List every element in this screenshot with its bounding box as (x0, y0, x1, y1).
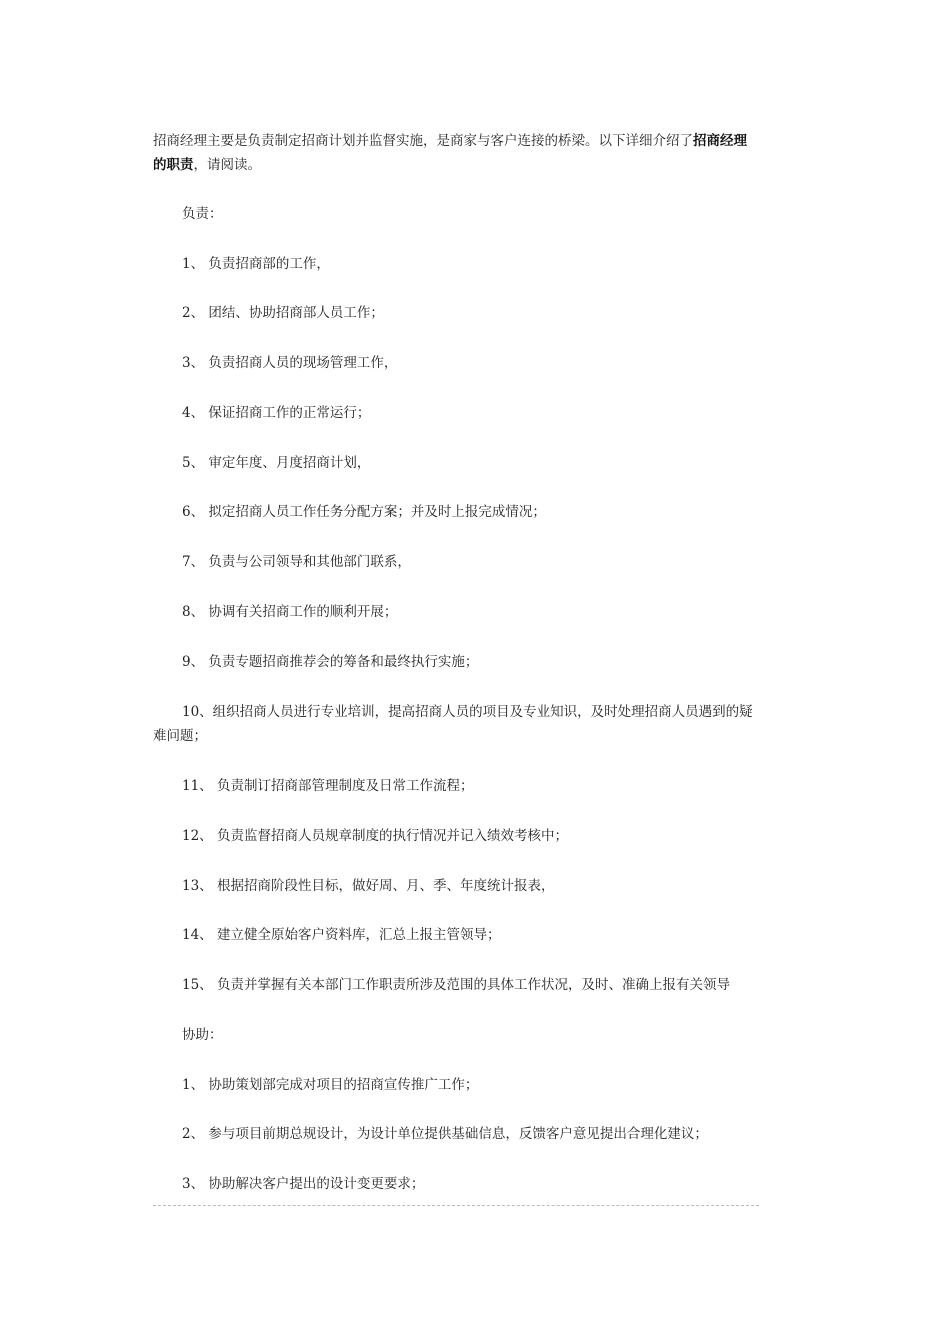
list-item: 14、 建立健全原始客户资料库，汇总上报主管领导； (182, 927, 501, 943)
list-item: 4、 保证招商工作的正常运行； (182, 405, 371, 421)
list-item: 9、 负责专题招商推荐会的筹备和最终执行实施； (182, 654, 479, 670)
list-item: 1、 协助策划部完成对项目的招商宣传推广工作； (182, 1077, 479, 1093)
list-item: 8、 协调有关招商工作的顺利开展； (182, 604, 398, 620)
intro-text-end: ，请阅读。 (193, 157, 261, 173)
intro-text: 招商经理主要是负责制定招商计划并监督实施，是商家与客户连接的桥梁。以下详细介绍了 (153, 133, 693, 149)
list-item: 7、 负责与公司领导和其他部门联系， (182, 554, 411, 570)
list-item: 10、组织招商人员进行专业培训，提高招商人员的项目及专业知识，及时处理招商人员遇到的疑难问题； (153, 704, 753, 744)
intro-bold-link: 招商经理的职责 (153, 133, 747, 173)
list-item: 2、 团结、协助招商部人员工作； (182, 305, 384, 321)
section-heading-assist: 协助： (182, 1027, 223, 1043)
section-heading-responsible: 负责： (182, 206, 223, 222)
list-item: 11、 负责制订招商部管理制度及日常工作流程； (182, 778, 474, 794)
list-item: 1、 负责招商部的工作， (182, 256, 330, 272)
intro-paragraph (153, 129, 759, 177)
list-item: 3、 协助解决客户提出的设计变更要求； (182, 1176, 425, 1192)
list-item: 6、 拟定招商人员工作任务分配方案；并及时上报完成情况； (182, 504, 546, 520)
list-item: 15、 负责并掌握有关本部门工作职责所涉及范围的具体工作状况，及时、准确上报有关领导 (182, 977, 730, 993)
list-item: 12、 负责监督招商人员规章制度的执行情况并记入绩效考核中； (182, 828, 568, 844)
list-item: 13、 根据招商阶段性目标，做好周、月、季、年度统计报表， (182, 878, 555, 894)
list-item: 3、 负责招商人员的现场管理工作， (182, 355, 398, 371)
list-item: 5、 审定年度、月度招商计划， (182, 455, 371, 471)
page-divider (153, 1205, 759, 1206)
list-item: 2、 参与项目前期总规设计，为设计单位提供基础信息，反馈客户意见提出合理化建议； (182, 1126, 708, 1142)
